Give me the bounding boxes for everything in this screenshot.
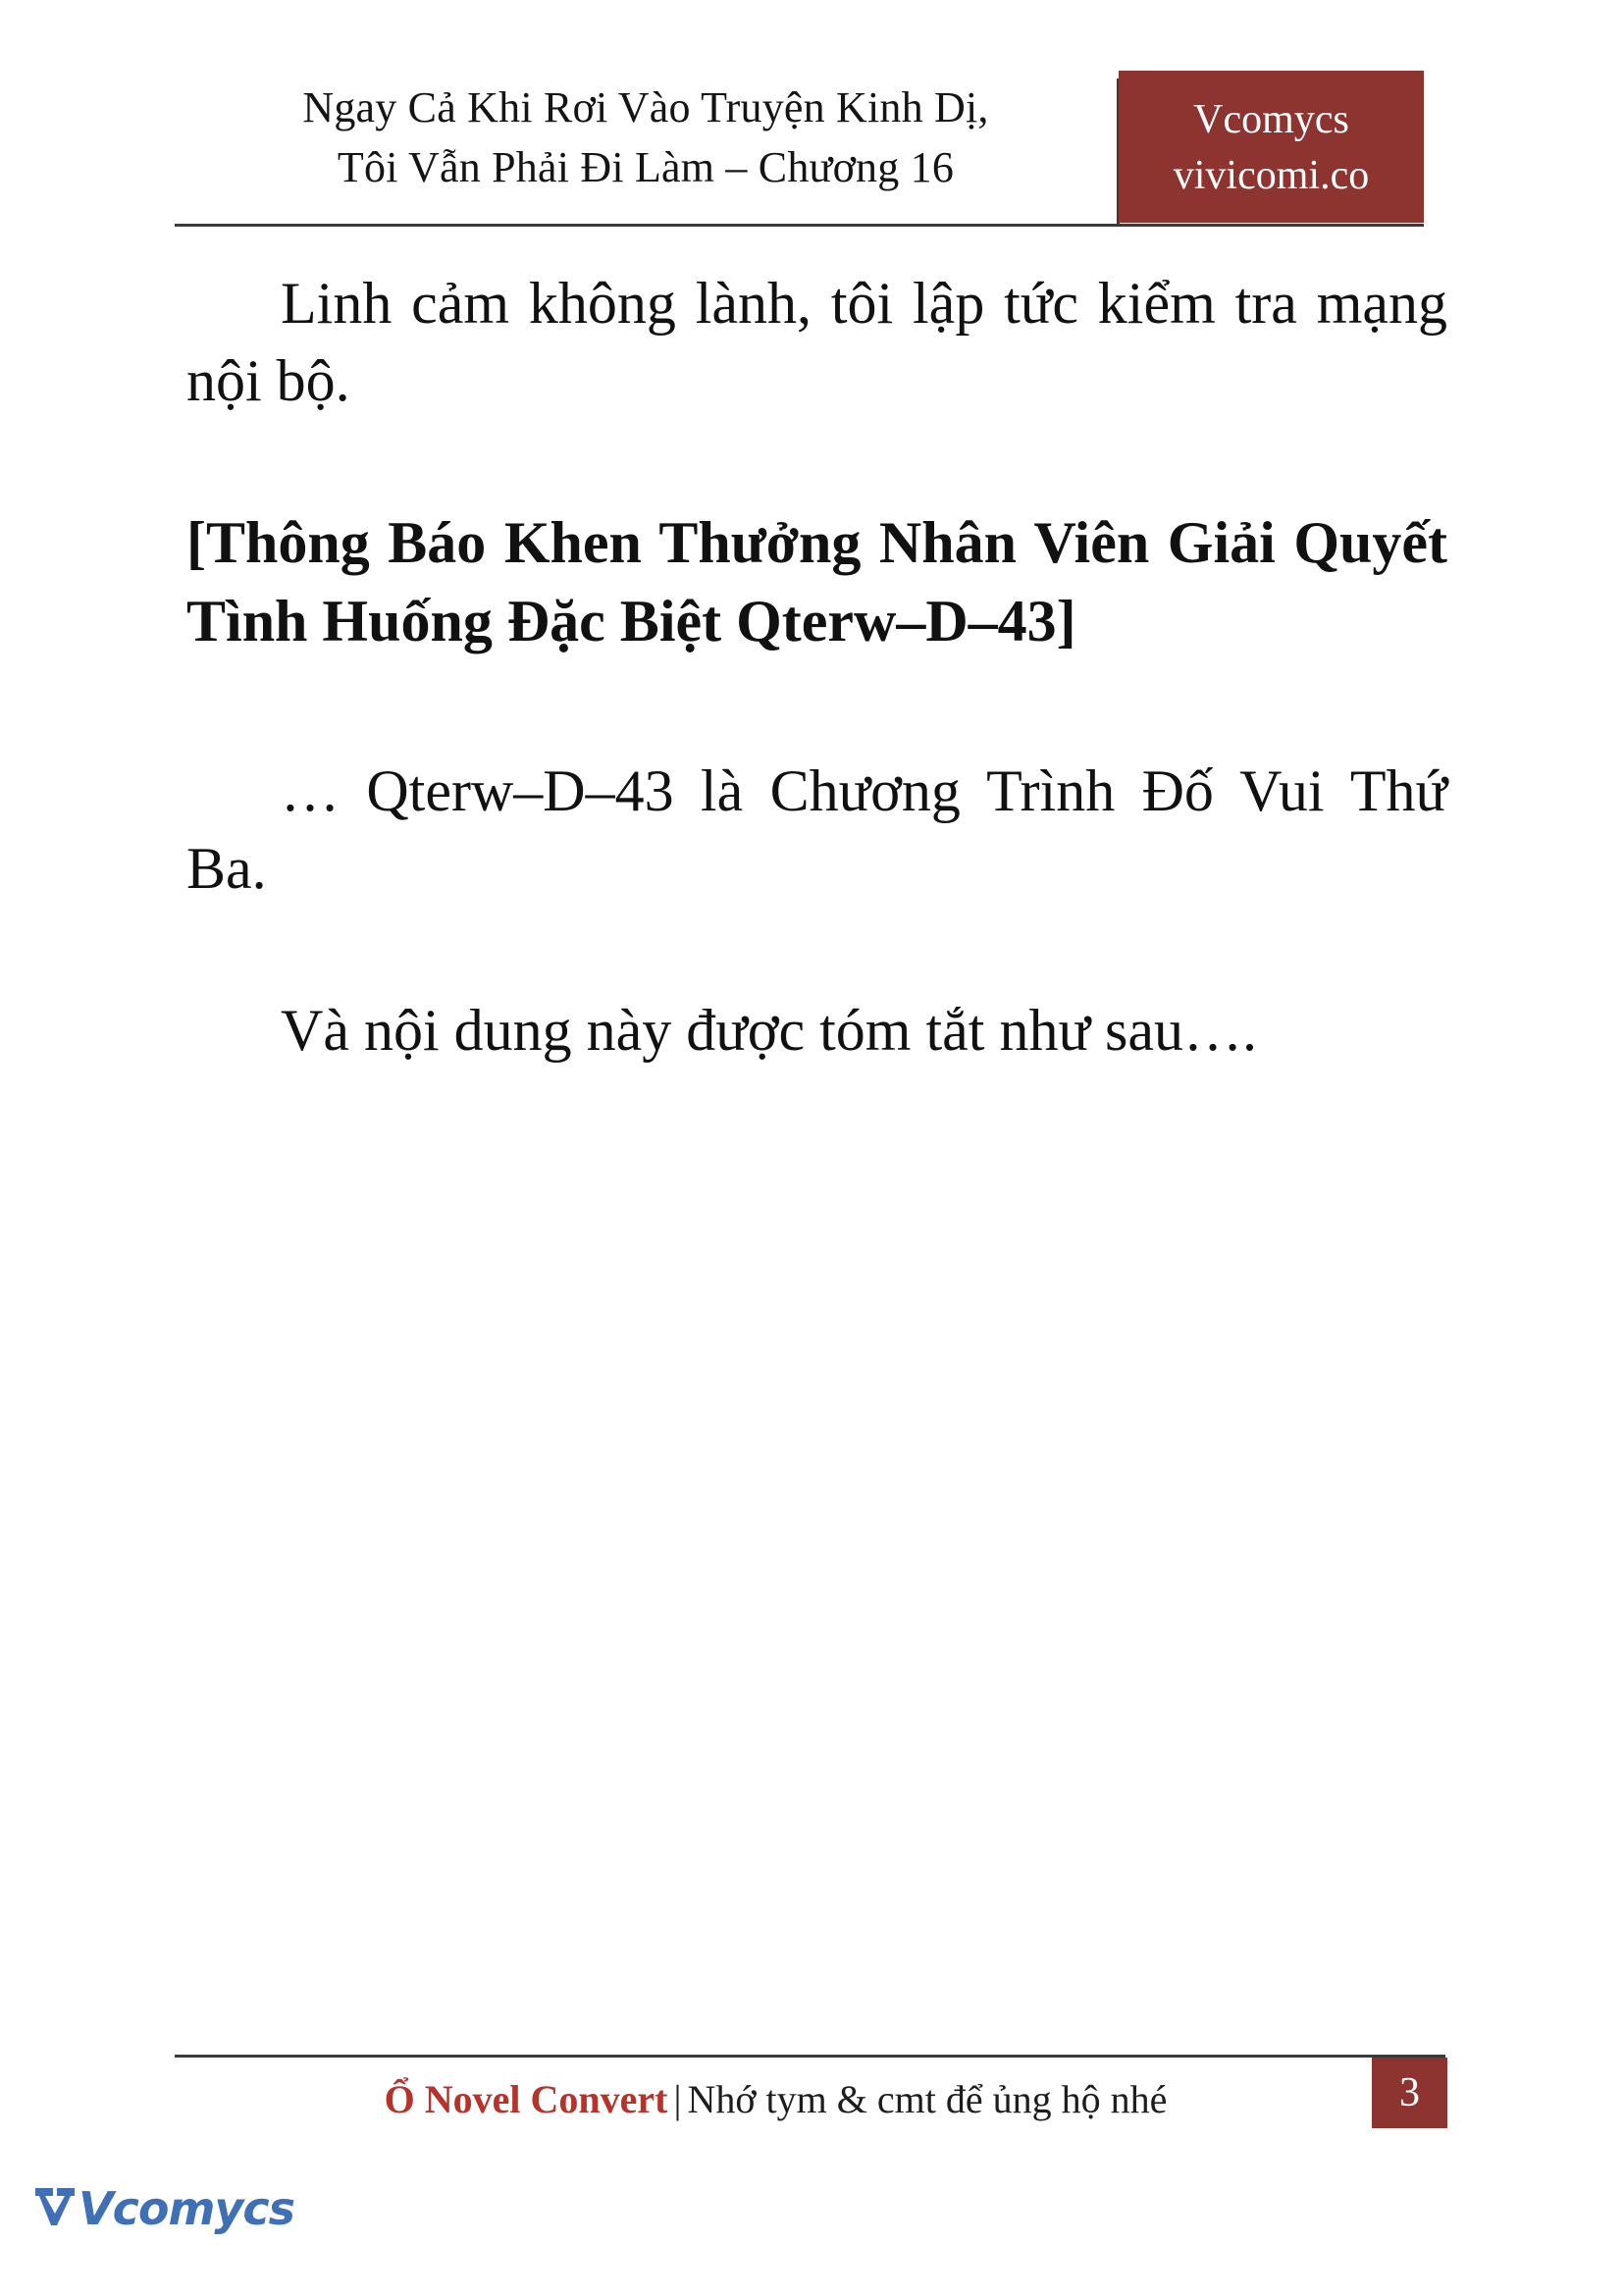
footer-divider — [175, 2055, 1445, 2058]
site-badge-url: vivicomi.co — [1173, 152, 1370, 198]
header-divider — [175, 224, 1424, 227]
vcomycs-mark-icon — [33, 2184, 77, 2229]
page-number-badge: 3 — [1372, 2058, 1447, 2128]
footer-brand: Ổ Novel Convert — [384, 2077, 668, 2121]
paragraph-2-notice: [Thông Báo Khen Thưởng Nhân Viên Giải Quyết Tình Huống Đặc Biệt Qterw–D–43] — [186, 510, 1447, 653]
site-badge[interactable] — [1119, 71, 1424, 223]
header-title-line-2: Tôi Vẫn Phải Đi Làm – Chương 16 — [337, 142, 955, 191]
site-badge-name: Vcomycs — [1193, 97, 1349, 142]
watermark-logo — [33, 2176, 295, 2255]
page-content — [186, 265, 1447, 1154]
watermark-text: Vcomycs — [79, 2182, 295, 2235]
paragraph-4: Và nội dung này được tóm tắt như sau…. — [281, 998, 1257, 1064]
header-title — [175, 78, 1117, 197]
page-header — [175, 78, 1424, 226]
header-title-line-1: Ngay Cả Khi Rơi Vào Truyện Kinh Dị, — [302, 83, 989, 131]
paragraph-3: … Qterw–D–43 là Chương Trình Đố Vui Thứ Ba. — [186, 757, 1447, 901]
footer-credit — [175, 2076, 1377, 2122]
paragraph-1: Linh cảm không lành, tôi lập tức kiểm tra mạng nội bộ. — [186, 271, 1447, 414]
footer-note: Nhớ tym & cmt để ủng hộ nhé — [687, 2077, 1168, 2121]
page-footer — [175, 2055, 1445, 2143]
footer-separator: | — [673, 2077, 682, 2121]
